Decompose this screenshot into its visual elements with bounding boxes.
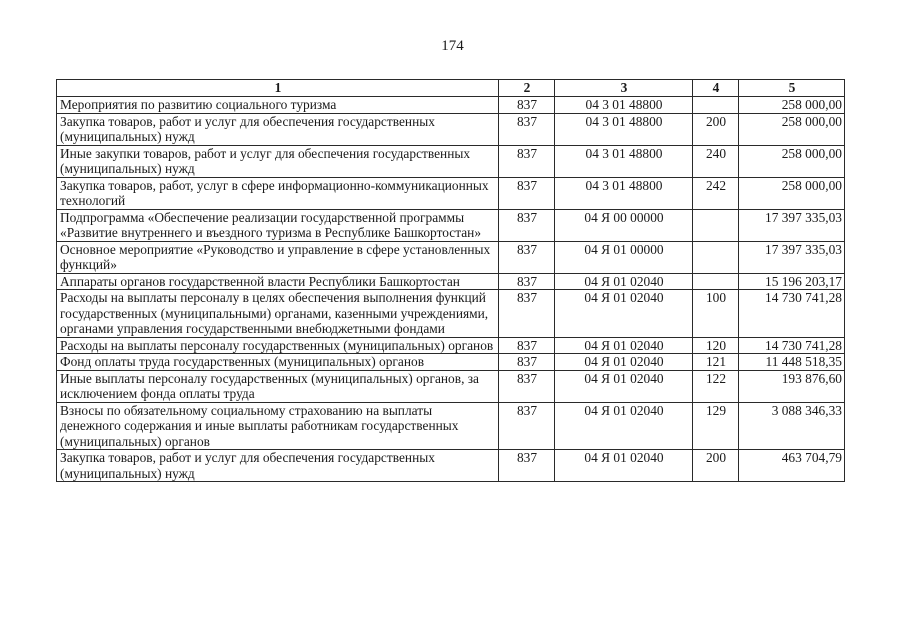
- cell-grbs-code: 837: [499, 354, 555, 371]
- cell-name: Подпрограмма «Обеспечение реализации государственной программы «Развитие внутреннего и въездного туризма в Республике Башкортостан»: [57, 209, 499, 241]
- cell-amount: 3 088 346,33: [739, 402, 845, 450]
- cell-name: Закупка товаров, работ и услуг для обеспечения государственных (муниципальных) нужд: [57, 450, 499, 482]
- cell-amount: 17 397 335,03: [739, 241, 845, 273]
- cell-grbs-code: 837: [499, 290, 555, 338]
- header-col-3: 3: [555, 80, 693, 97]
- cell-amount: 463 704,79: [739, 450, 845, 482]
- table-row: [57, 145, 845, 177]
- cell-name: Закупка товаров, работ, услуг в сфере информационно-коммуникационных технологий: [57, 177, 499, 209]
- cell-grbs-code: 837: [499, 337, 555, 354]
- table-row: [57, 337, 845, 354]
- header-col-4: 4: [693, 80, 739, 97]
- table-row: [57, 450, 845, 482]
- cell-target-article: 04 3 01 48800: [555, 177, 693, 209]
- cell-name: Основное мероприятие «Руководство и управление в сфере установленных функций»: [57, 241, 499, 273]
- table-header: [57, 80, 845, 97]
- table-row: [57, 241, 845, 273]
- cell-grbs-code: 837: [499, 370, 555, 402]
- cell-grbs-code: 837: [499, 177, 555, 209]
- cell-target-article: 04 Я 01 02040: [555, 290, 693, 338]
- budget-table: [56, 79, 845, 482]
- cell-grbs-code: 837: [499, 402, 555, 450]
- cell-expense-type: 200: [693, 450, 739, 482]
- cell-target-article: 04 3 01 48800: [555, 113, 693, 145]
- table-row: [57, 354, 845, 371]
- cell-expense-type: [693, 241, 739, 273]
- cell-target-article: 04 Я 01 02040: [555, 450, 693, 482]
- cell-target-article: 04 Я 01 02040: [555, 273, 693, 290]
- cell-expense-type: 100: [693, 290, 739, 338]
- cell-target-article: 04 3 01 48800: [555, 145, 693, 177]
- cell-grbs-code: 837: [499, 273, 555, 290]
- table-row: [57, 402, 845, 450]
- table-row: [57, 113, 845, 145]
- cell-grbs-code: 837: [499, 97, 555, 114]
- cell-grbs-code: 837: [499, 145, 555, 177]
- cell-amount: 11 448 518,35: [739, 354, 845, 371]
- table-row: [57, 370, 845, 402]
- cell-name: Закупка товаров, работ и услуг для обеспечения государственных (муниципальных) нужд: [57, 113, 499, 145]
- cell-grbs-code: 837: [499, 241, 555, 273]
- cell-amount: 193 876,60: [739, 370, 845, 402]
- cell-amount: 258 000,00: [739, 177, 845, 209]
- table-row: [57, 273, 845, 290]
- cell-grbs-code: 837: [499, 113, 555, 145]
- table-row: [57, 209, 845, 241]
- cell-expense-type: [693, 273, 739, 290]
- cell-grbs-code: 837: [499, 450, 555, 482]
- cell-amount: 15 196 203,17: [739, 273, 845, 290]
- page-number: 174: [441, 38, 464, 54]
- cell-expense-type: 242: [693, 177, 739, 209]
- cell-name: Расходы на выплаты персоналу в целях обеспечения выполнения функций государственных (муниципальными) органами, казенными учреждениями, органами управления государственными внебюджетными фондами: [57, 290, 499, 338]
- header-col-1: 1: [57, 80, 499, 97]
- cell-name: Взносы по обязательному социальному страхованию на выплаты денежного содержания и иные выплаты работникам государственных (муниципальных) органов: [57, 402, 499, 450]
- cell-amount: 14 730 741,28: [739, 290, 845, 338]
- cell-expense-type: 121: [693, 354, 739, 371]
- cell-amount: 258 000,00: [739, 145, 845, 177]
- cell-target-article: 04 Я 01 02040: [555, 354, 693, 371]
- cell-expense-type: 120: [693, 337, 739, 354]
- table-row: [57, 177, 845, 209]
- table-row: [57, 97, 845, 114]
- table-body: [57, 97, 845, 482]
- cell-target-article: 04 Я 00 00000: [555, 209, 693, 241]
- cell-name: Расходы на выплаты персоналу государственных (муниципальных) органов: [57, 337, 499, 354]
- cell-amount: 258 000,00: [739, 113, 845, 145]
- table-row: [57, 290, 845, 338]
- cell-grbs-code: 837: [499, 209, 555, 241]
- header-row: [57, 80, 845, 97]
- header-col-5: 5: [739, 80, 845, 97]
- cell-name: Мероприятия по развитию социального туризма: [57, 97, 499, 114]
- cell-target-article: 04 Я 01 00000: [555, 241, 693, 273]
- cell-name: Иные закупки товаров, работ и услуг для обеспечения государственных (муниципальных) нужд: [57, 145, 499, 177]
- cell-amount: 17 397 335,03: [739, 209, 845, 241]
- cell-expense-type: 122: [693, 370, 739, 402]
- header-col-2: 2: [499, 80, 555, 97]
- cell-name: Аппараты органов государственной власти Республики Башкортостан: [57, 273, 499, 290]
- cell-amount: 258 000,00: [739, 97, 845, 114]
- cell-target-article: 04 Я 01 02040: [555, 337, 693, 354]
- cell-target-article: 04 Я 01 02040: [555, 402, 693, 450]
- cell-target-article: 04 Я 01 02040: [555, 370, 693, 402]
- cell-expense-type: 200: [693, 113, 739, 145]
- cell-target-article: 04 3 01 48800: [555, 97, 693, 114]
- cell-expense-type: [693, 97, 739, 114]
- cell-expense-type: 129: [693, 402, 739, 450]
- cell-amount: 14 730 741,28: [739, 337, 845, 354]
- cell-expense-type: [693, 209, 739, 241]
- cell-name: Иные выплаты персоналу государственных (муниципальных) органов, за исключением фонда оплаты труда: [57, 370, 499, 402]
- cell-expense-type: 240: [693, 145, 739, 177]
- cell-name: Фонд оплаты труда государственных (муниципальных) органов: [57, 354, 499, 371]
